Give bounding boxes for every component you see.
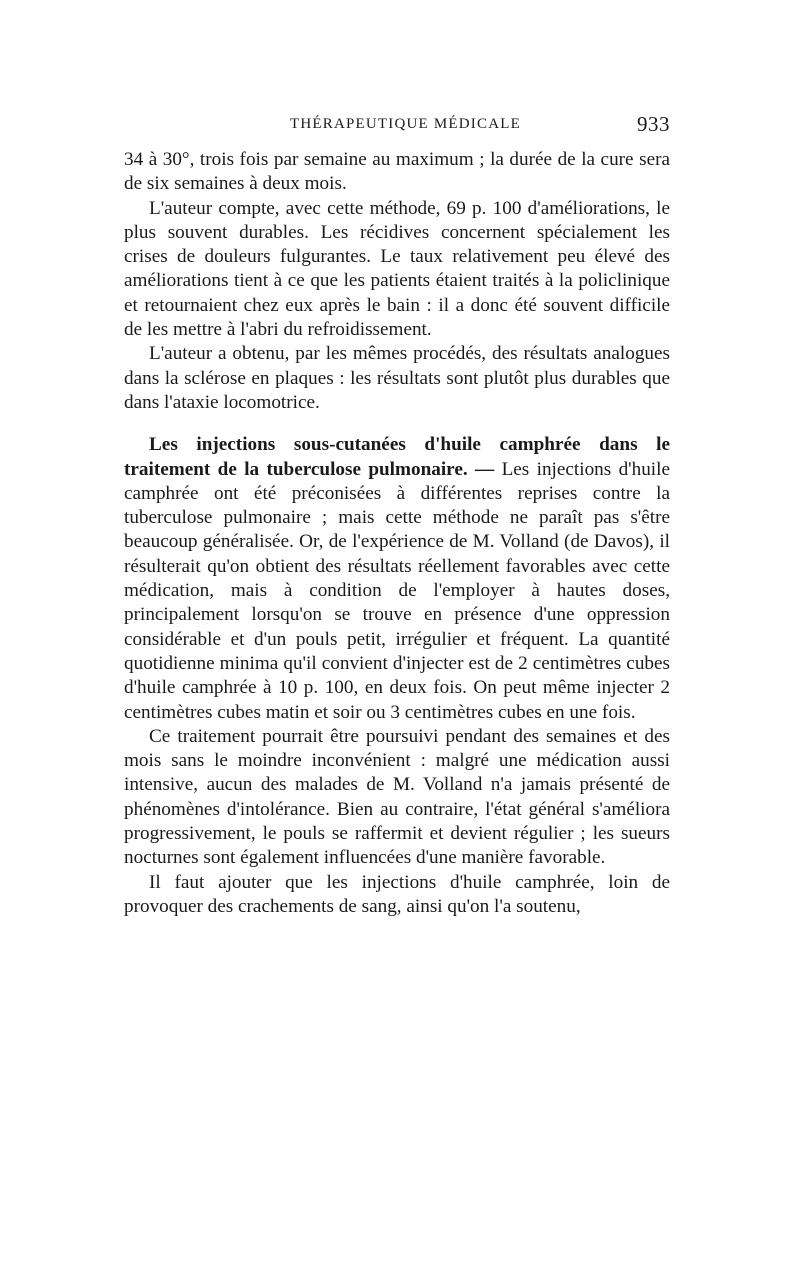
running-title: THÉRAPEUTIQUE MÉDICALE	[290, 116, 521, 132]
paragraph: Ce traitement pourrait être poursuivi pendant des semaines et des mois sans le moindre inconvénient : malgré une médication aussi intensive, aucun des malades de M. Volland n'a jamais présenté de phénomènes d'intolérance. Bien au contraire, l'état général s'améliora progressivement, le pouls se raffermit et devient régulier ; les sueurs nocturnes sont également influencées d'une manière favorable.	[124, 725, 670, 869]
section-title: Les injections sous-cutanées d'huile camphrée dans le traitement de la tuberculose pulmonaire. —	[124, 434, 670, 480]
page-header	[124, 112, 670, 140]
paragraph: L'auteur a obtenu, par les mêmes procédés, des résultats analogues dans la sclérose en plaques : les résultats sont plutôt plus durables que dans l'ataxie locomotrice.	[124, 343, 670, 413]
section-paragraph	[124, 433, 670, 725]
paragraph: Il faut ajouter que les injections d'huile camphrée, loin de provoquer des crachements de sang, ainsi qu'on l'a soutenu,	[124, 871, 670, 917]
text-body	[124, 148, 670, 919]
section-text: Les injections d'huile camphrée ont été préconisées à différentes reprises contre la tuberculose pulmonaire ; mais cette méthode ne paraît pas s'être beaucoup généralisée. Or, de l'expérience de M. Volland (de Davos), il résulterait qu'on obtient des résultats réellement favorables avec cette médication, mais à condition de l'employer à hautes doses, principalement lorsqu'on se trouve en présence d'une oppression considérable et d'un pouls petit, irrégulier et fréquent. La quantité quotidienne minima qu'il convient d'injecter est de 2 centimètres cubes d'huile camphrée à 10 p. 100, en deux fois. On peut même injecter 2 centimètres cubes matin et soir ou 3 centimètres cubes en une fois.	[124, 458, 670, 723]
page-number: 933	[637, 112, 670, 136]
paragraph: 34 à 30°, trois fois par semaine au maximum ; la durée de la cure sera de six semaines à deux mois.	[124, 149, 670, 195]
paragraph: L'auteur compte, avec cette méthode, 69 p. 100 d'améliorations, le plus souvent durables. Les récidives concernent spécialement les crises de douleurs fulgurantes. Le taux relativement peu élevé des améliorations tient à ce que les patients étaient traités à la policlinique et retournaient chez eux après le bain : il a donc été souvent difficile de les mettre à l'abri du refroidissement.	[124, 197, 670, 341]
